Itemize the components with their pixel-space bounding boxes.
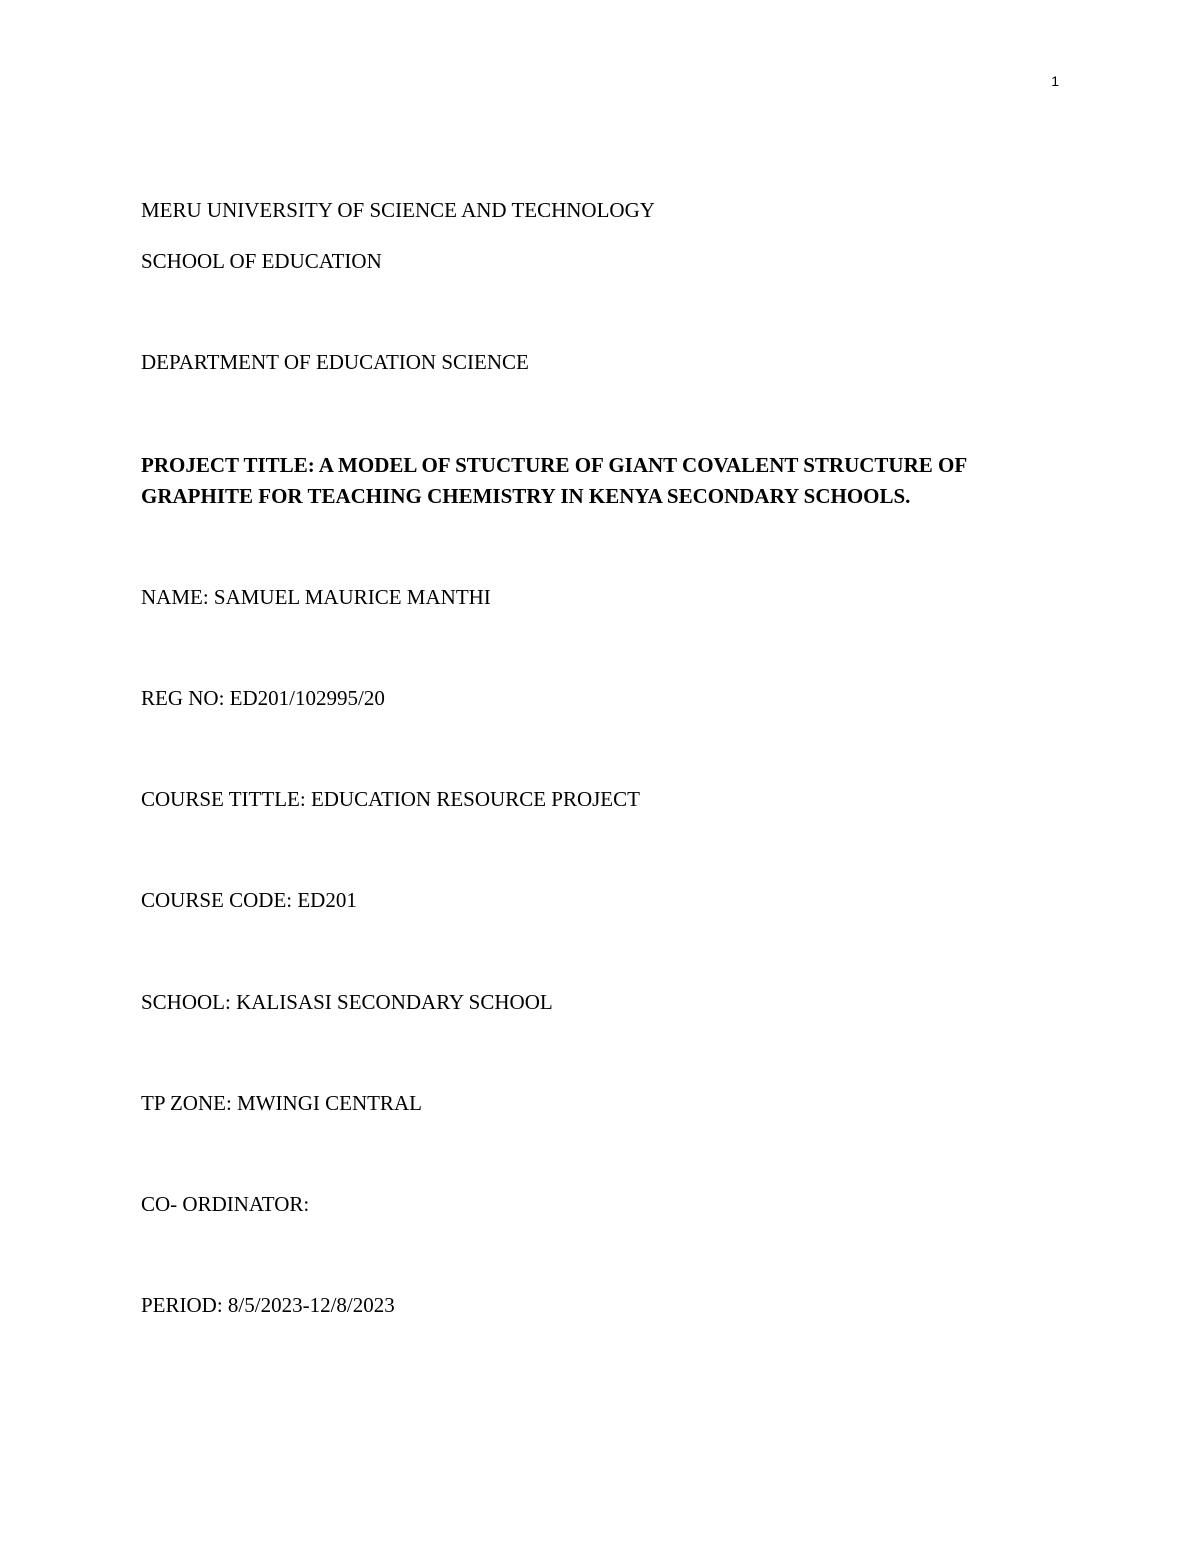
course-code: COURSE CODE: ED201 <box>141 888 357 912</box>
tp-zone: TP ZONE: MWINGI CENTRAL <box>141 1091 422 1115</box>
school-name: SCHOOL OF EDUCATION <box>141 249 382 273</box>
university-name: MERU UNIVERSITY OF SCIENCE AND TECHNOLOGY <box>141 198 655 222</box>
student-name: NAME: SAMUEL MAURICE MANTHI <box>141 585 491 609</box>
page-number: 1 <box>1051 73 1059 89</box>
registration-number: REG NO: ED201/102995/20 <box>141 686 385 710</box>
period: PERIOD: 8/5/2023-12/8/2023 <box>141 1293 395 1317</box>
coordinator: CO- ORDINATOR: <box>141 1192 310 1216</box>
course-title: COURSE TITTLE: EDUCATION RESOURCE PROJECT <box>141 787 640 811</box>
project-title: PROJECT TITLE: A MODEL OF STUCTURE OF GIANT COVALENT STRUCTURE OF GRAPHITE FOR TEACHING CHEMISTRY IN KENYA SECONDARY SCHOOLS. <box>141 453 967 508</box>
practice-school: SCHOOL: KALISASI SECONDARY SCHOOL <box>141 990 553 1014</box>
department-name: DEPARTMENT OF EDUCATION SCIENCE <box>141 350 529 374</box>
